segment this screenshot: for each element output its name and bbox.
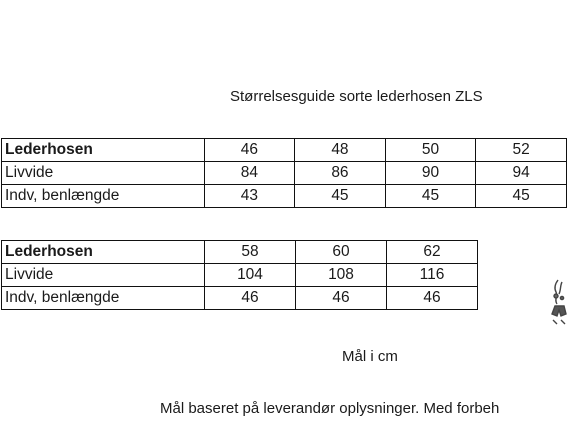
- table-cell: 62: [387, 241, 478, 264]
- size-table-1: [1, 138, 567, 208]
- size-table-2: [1, 240, 478, 310]
- table-cell: 46: [296, 287, 387, 310]
- table-row: [2, 185, 567, 208]
- table-cell: 108: [296, 264, 387, 287]
- table-row: [2, 139, 567, 162]
- row-label: Livvide: [2, 162, 205, 185]
- table-cell: 48: [295, 139, 386, 162]
- table-cell: 46: [204, 139, 295, 162]
- table-cell: 52: [476, 139, 567, 162]
- table-cell: 94: [476, 162, 567, 185]
- lederhosen-product-icon: [548, 276, 567, 326]
- table-cell: 45: [295, 185, 386, 208]
- table-cell: 86: [295, 162, 386, 185]
- table-cell: 46: [205, 287, 296, 310]
- table-row: [2, 241, 478, 264]
- row-label: Lederhosen: [2, 139, 205, 162]
- row-label: Lederhosen: [2, 241, 205, 264]
- table-cell: 58: [205, 241, 296, 264]
- table-cell: 60: [296, 241, 387, 264]
- table-cell: 43: [204, 185, 295, 208]
- table-cell: 50: [385, 139, 476, 162]
- table-cell: 45: [476, 185, 567, 208]
- row-label: Indv, benlængde: [2, 287, 205, 310]
- table-row: [2, 264, 478, 287]
- unit-note: Mål i cm: [342, 348, 398, 365]
- table-cell: 45: [385, 185, 476, 208]
- table-cell: 84: [204, 162, 295, 185]
- row-label: Indv, benlængde: [2, 185, 205, 208]
- table-row: [2, 162, 567, 185]
- footer-note: Mål baseret på leverandør oplysninger. Med forbeh: [160, 400, 500, 417]
- table-cell: 116: [387, 264, 478, 287]
- table-cell: 90: [385, 162, 476, 185]
- table-cell: 104: [205, 264, 296, 287]
- row-label: Livvide: [2, 264, 205, 287]
- table-cell: 46: [387, 287, 478, 310]
- table-row: [2, 287, 478, 310]
- page-title: Størrelsesguide sorte lederhosen ZLS: [230, 88, 483, 105]
